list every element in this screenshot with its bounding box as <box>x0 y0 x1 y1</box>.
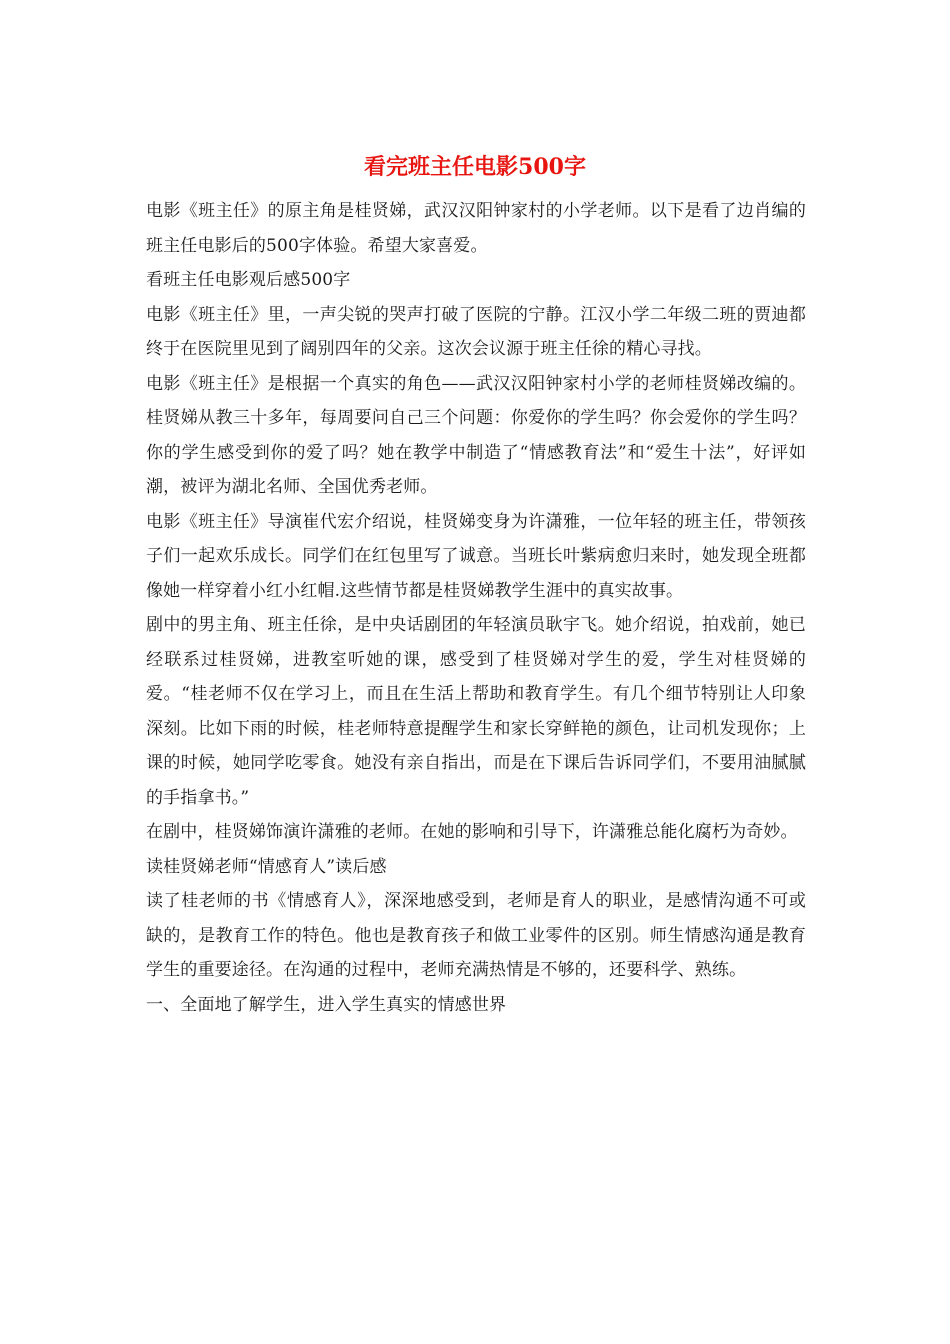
paragraph-intro: 电影《班主任》的原主角是桂贤娣，武汉汉阳钟家村的小学老师。以下是看了边肖编的班主任电影后的500字体验。希望大家喜爱。 <box>146 201 806 256</box>
paragraph-director: 电影《班主任》导演崔代宏介绍说，桂贤娣变身为许潇雅，一位年轻的班主任，带领孩子们一起欢乐成长。同学们在红包里写了诚意。当班长叶紫病愈归来时，她发现全班都像她一样穿着小红小红帽.这些情节都是桂贤娣教学生涯中的真实故事。 <box>146 511 806 601</box>
paragraph-section-one: 一、全面地了解学生，进入学生真实的情感世界 <box>146 994 507 1015</box>
paragraph-actor: 剧中的男主角、班主任徐，是中央话剧团的年轻演员耿宇飞。她介绍说，拍戏前，她已经联系过桂贤娣，进教室听她的课，感受到了桂贤娣对学生的爱，学生对桂贤娣的爱。“桂老师不仅在学习上，而且在生活上帮助和教育学生。有几个细节特别让人印象深刻。比如下雨的时候，桂老师特意提醒学生和家长穿鲜艳的颜色，让司机发现你；上课的时候，她同学吃零食。她没有亲自指出，而是在下课后告诉同学们，不要用油腻腻的手指拿书。” <box>146 615 806 808</box>
document-body <box>146 194 806 1022</box>
paragraph-book-review: 读了桂老师的书《情感育人》，深深地感受到，老师是育人的职业，是感情沟通不可或缺的，是教育工作的特色。他也是教育孩子和做工业零件的区别。师生情感沟通是教育学生的重要途径。在沟通的过程中，老师充满热情是不够的，还要科学、熟练。 <box>146 891 806 980</box>
paragraph-heading-book: 读桂贤娣老师“情感育人”读后感 <box>146 856 387 877</box>
paragraph-hospital: 电影《班主任》里，一声尖锐的哭声打破了医院的宁静。江汉小学二年级二班的贾迪都终于在医院里见到了阔别四年的父亲。这次会议源于班主任徐的精心寻找。 <box>146 304 806 359</box>
document-title: 看完班主任电影500字 <box>364 154 586 180</box>
paragraph-heading-review: 看班主任电影观后感500字 <box>146 270 351 290</box>
paragraph-role: 在剧中，桂贤娣饰演许潇雅的老师。在她的影响和引导下，许潇雅总能化腐朽为奇妙。 <box>146 822 798 842</box>
paragraph-adaptation: 电影《班主任》是根据一个真实的角色——武汉汉阳钟家村小学的老师桂贤娣改编的。桂贤娣从教三十多年，每周要问自己三个问题：你爱你的学生吗？你会爱你的学生吗？你的学生感受到你的爱了吗？她在教学中制造了“情感教育法”和“爱生十法”，好评如潮，被评为湖北名师、全国优秀老师。 <box>146 373 806 497</box>
